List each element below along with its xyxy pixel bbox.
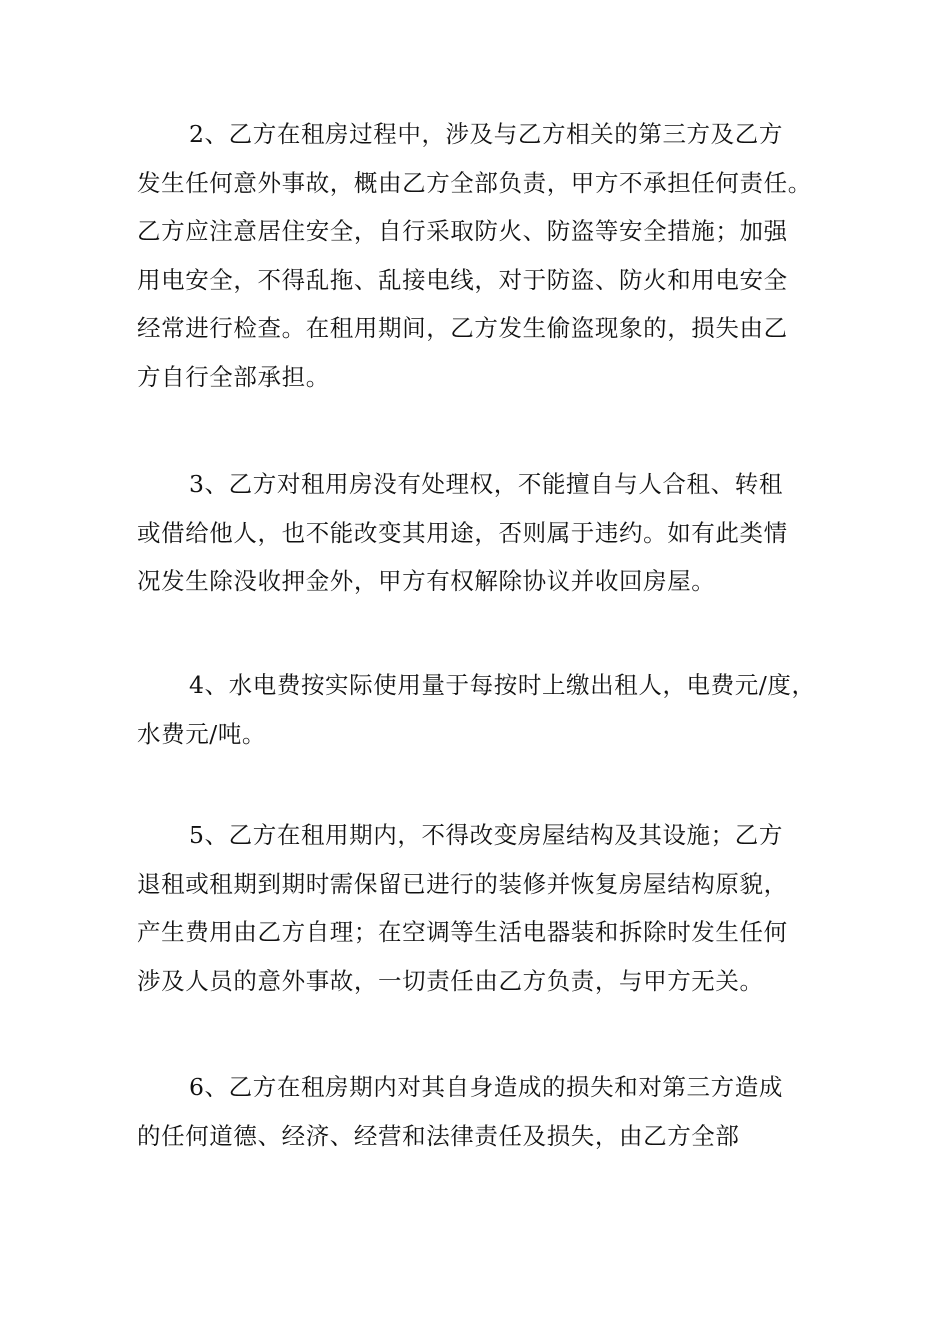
clause-line: 经常进行检查。在租用期间，乙方发生偷盗现象的，损失由乙 bbox=[137, 314, 788, 342]
clause-line: 6、乙方在租房期内对其自身造成的损失和对第三方造成 bbox=[189, 1073, 783, 1101]
clause-2 bbox=[137, 110, 837, 401]
clause-line: 退租或租期到期时需保留已进行的装修并恢复房屋结构原貌， bbox=[137, 869, 788, 898]
clause-line: 3、乙方对租用房没有处理权，不能擅自与人合租、转租 bbox=[189, 470, 783, 498]
clause-5 bbox=[137, 811, 837, 1005]
clause-6 bbox=[137, 1063, 837, 1160]
clause-line: 水费元/吨。 bbox=[137, 719, 267, 748]
clause-4 bbox=[137, 661, 837, 758]
clause-line: 2、乙方在租房过程中，涉及与乙方相关的第三方及乙方 bbox=[189, 120, 783, 148]
clause-line: 乙方应注意居住安全，自行采取防火、防盗等安全措施；加强 bbox=[137, 217, 788, 245]
clause-line: 或借给他人，也不能改变其用途，否则属于违约。如有此类情 bbox=[137, 518, 788, 547]
clause-line: 涉及人员的意外事故，一切责任由乙方负责，与甲方无关。 bbox=[137, 966, 764, 995]
clause-line: 况发生除没收押金外，甲方有权解除协议并收回房屋。 bbox=[137, 567, 716, 595]
clause-line: 用电安全，不得乱拖、乱接电线，对于防盗、防火和用电安全 bbox=[137, 265, 788, 294]
clause-line: 产生费用由乙方自理；在空调等生活电器装和拆除时发生任何 bbox=[137, 918, 788, 946]
clause-line: 5、乙方在租用期内，不得改变房屋结构及其设施；乙方 bbox=[189, 821, 783, 849]
clause-line: 方自行全部承担。 bbox=[137, 362, 330, 391]
clause-line: 发生任何意外事故，概由乙方全部负责，甲方不承担任何责任。 bbox=[137, 168, 812, 197]
clause-3 bbox=[137, 460, 837, 606]
clause-line: 4、水电费按实际使用量于每按时上缴出租人，电费元/度， bbox=[189, 671, 816, 699]
clause-line: 的任何道德、经济、经营和法律责任及损失，由乙方全部 bbox=[137, 1121, 740, 1150]
